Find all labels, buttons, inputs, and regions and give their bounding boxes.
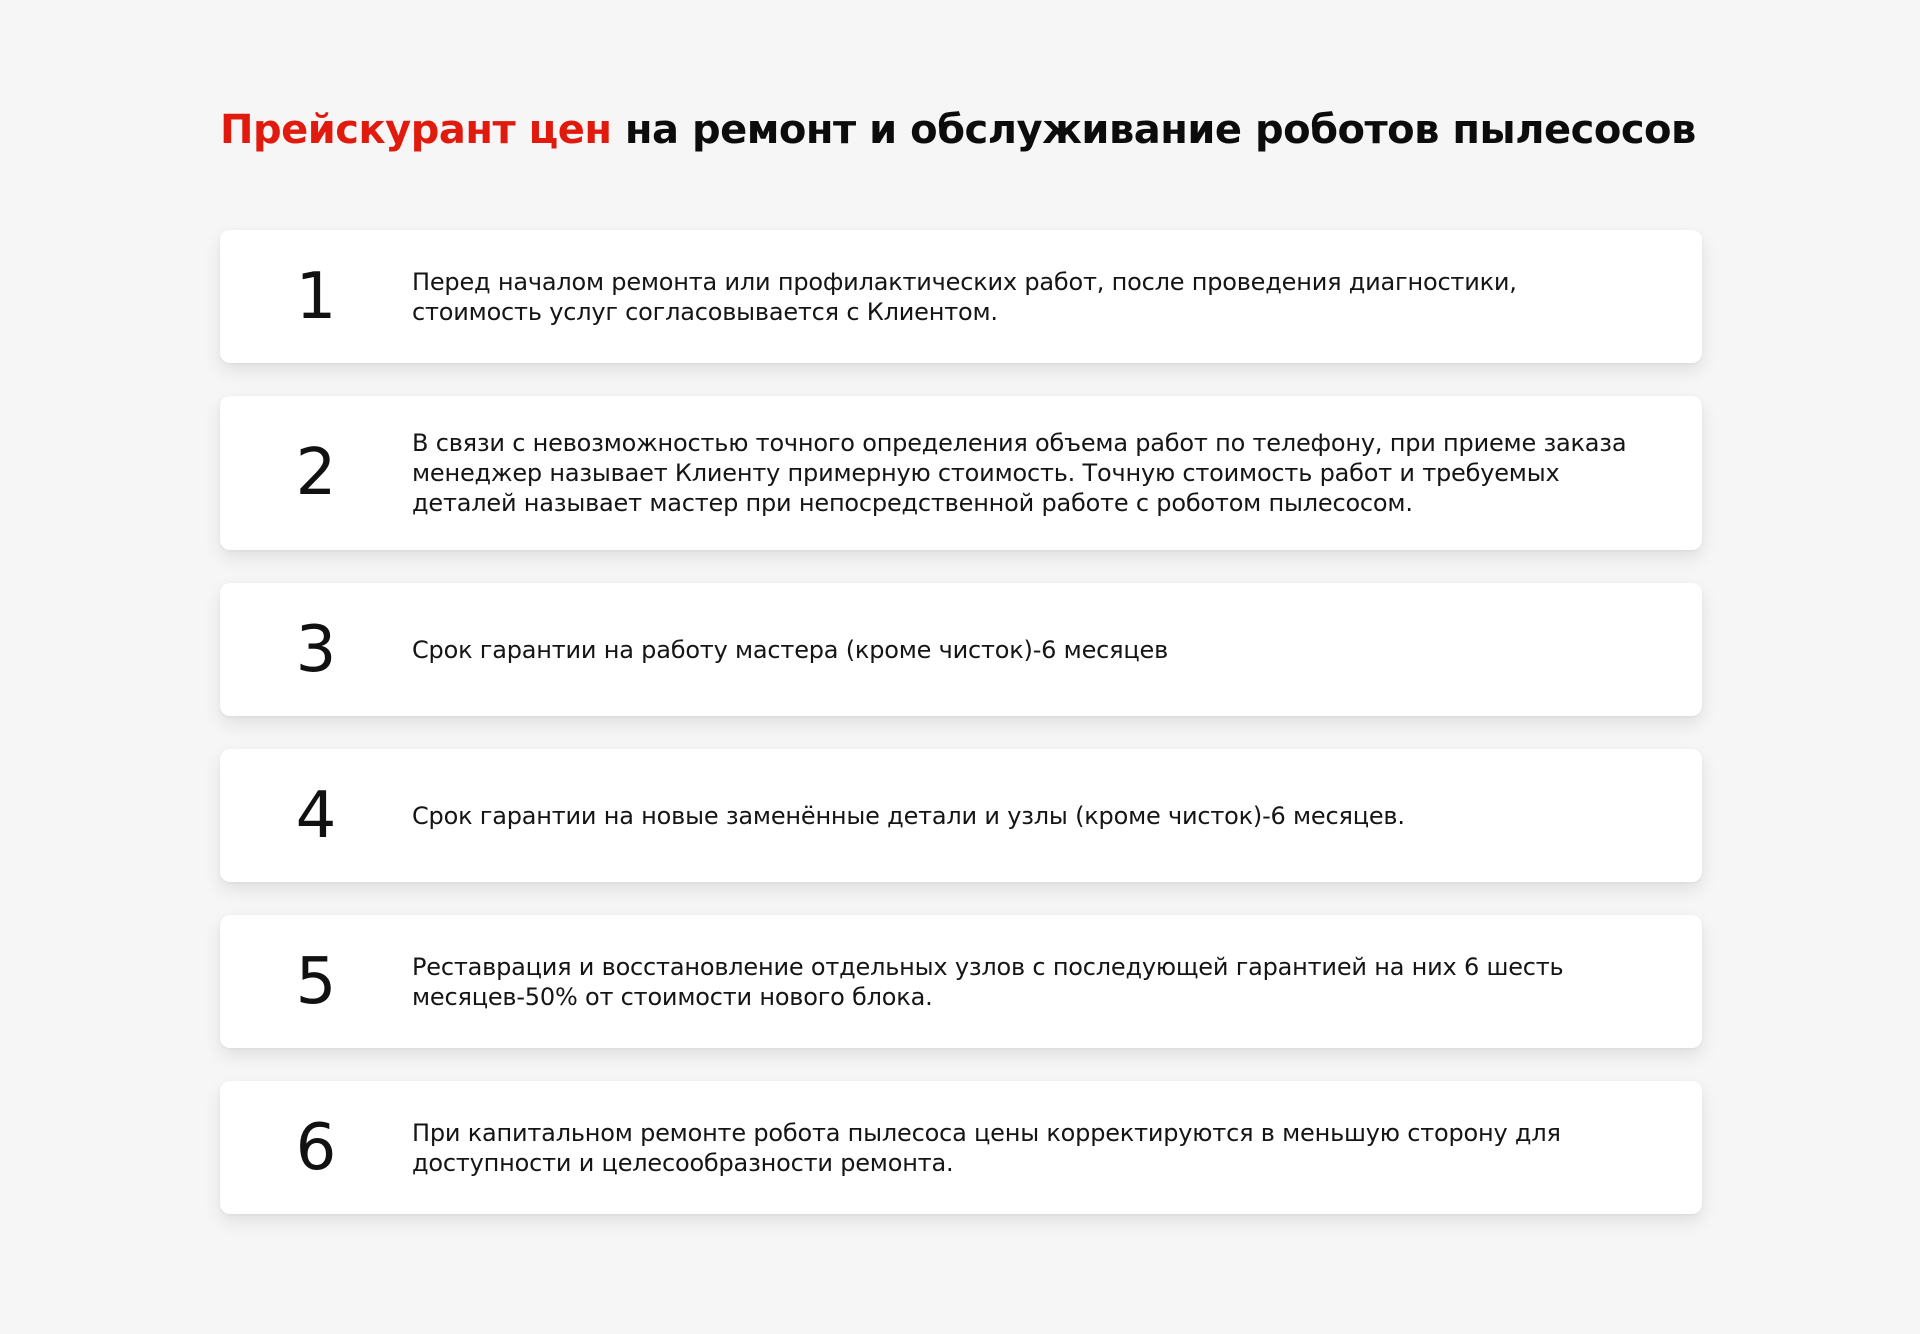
- list-item: [220, 230, 1702, 363]
- item-text: При капитальном ремонте робота пылесоса цены корректируются в меньшую сторону для доступности и целесообразности ремонта.: [412, 1118, 1561, 1177]
- item-text: Срок гарантии на новые заменённые детали и узлы (кроме чисток)-6 месяцев.: [412, 801, 1405, 830]
- item-text: Срок гарантии на работу мастера (кроме чисток)-6 месяцев: [412, 635, 1169, 664]
- list-item: [220, 1081, 1702, 1214]
- item-text: Перед началом ремонта или профилактических работ, после проведения диагностики, стоимость услуг согласовывается с Клиентом.: [412, 267, 1517, 326]
- price-terms-list: [220, 230, 1702, 1247]
- list-item: [220, 915, 1702, 1048]
- item-text: Реставрация и восстановление отдельных узлов с последующей гарантией на них 6 шесть месяцев-50% от стоимости нового блока.: [412, 952, 1564, 1011]
- item-number: 3: [295, 612, 337, 687]
- item-number: 1: [295, 259, 337, 334]
- item-number: 2: [295, 436, 337, 510]
- page-title-rest: на ремонт и обслуживание роботов пылесосов: [624, 107, 1696, 153]
- item-number: 5: [295, 944, 337, 1019]
- page-title: [220, 100, 1696, 160]
- list-item: [220, 749, 1702, 882]
- list-item: [220, 396, 1702, 550]
- list-item: [220, 583, 1702, 716]
- item-number: 6: [295, 1110, 337, 1185]
- page-title-accent: Прейскурант цен: [220, 107, 612, 153]
- item-text: В связи с невозможностью точного определения объема работ по телефону, при приеме заказа менеджер называет Клиенту примерную стоимость. Точную стоимость работ и требуемых деталей называет мастер при непосредственной работе с роботом пылесосом.: [412, 429, 1627, 517]
- item-number: 4: [295, 778, 337, 853]
